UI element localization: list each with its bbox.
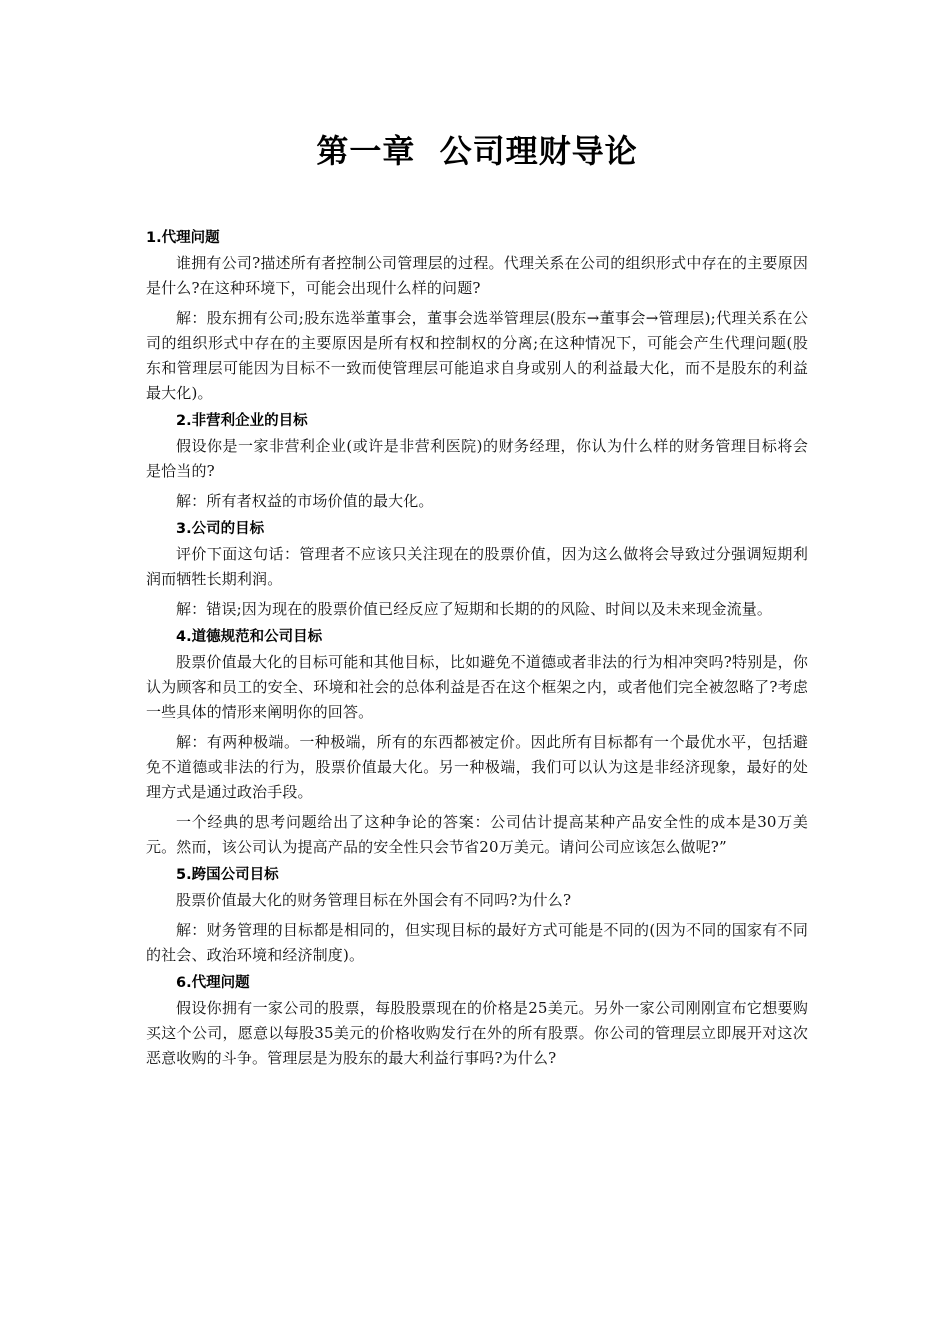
section-1: [146, 226, 808, 406]
section-heading: 5.跨国公司目标: [176, 867, 279, 883]
document-body: [146, 226, 808, 1071]
section-2: [146, 409, 808, 514]
question-paragraph: 评价下面这句话：管理者不应该只关注现在的股票价值，因为这么做将会导致过分强调短期利润而牺牲长期利润。: [146, 545, 808, 588]
section-heading: 6.代理问题: [176, 975, 250, 991]
section-6: [146, 971, 808, 1071]
section-5: [146, 863, 808, 968]
answer-paragraph: 解：所有者权益的市场价值的最大化。: [176, 492, 434, 510]
chapter-title: 第一章 公司理财导论: [316, 132, 638, 170]
question-paragraph: 谁拥有公司?描述所有者控制公司管理层的过程。代理关系在公司的组织形式中存在的主要原因是什么?在这种环境下，可能会出现什么样的问题?: [146, 254, 808, 297]
section-heading: 4.道德规范和公司目标: [176, 629, 323, 645]
answer-paragraph: 一个经典的思考问题给出了这种争论的答案：公司估计提高某种产品安全性的成本是30万美元。然而，该公司认为提高产品的安全性只会节省20万美元。请问公司应该怎么做呢?”: [146, 813, 808, 856]
section-3: [146, 517, 808, 622]
answer-paragraph: 解：股东拥有公司;股东选举董事会，董事会选举管理层(股东→董事会→管理层);代理关系在公司的组织形式中存在的主要原因是所有权和控制权的分离;在这种情况下，可能会产生代理问题(股东和管理层可能因为目标不一致而使管理层可能追求自身或别人的利益最大化，而不是股东的利益最大化)。: [146, 309, 808, 402]
document-page: [146, 0, 808, 1076]
section-heading: 3.公司的目标: [176, 521, 265, 537]
answer-paragraph: 解：错误;因为现在的股票价值已经反应了短期和长期的的风险、时间以及未来现金流量。: [176, 600, 773, 618]
section-heading: 1.代理问题: [146, 230, 220, 246]
answer-paragraph: 解：财务管理的目标都是相同的，但实现目标的最好方式可能是不同的(因为不同的国家有不同的社会、政治环境和经济制度)。: [146, 921, 808, 964]
section-heading: 2.非营利企业的目标: [176, 413, 308, 429]
question-paragraph: 股票价值最大化的财务管理目标在外国会有不同吗?为什么?: [176, 891, 572, 909]
question-paragraph: 假设你拥有一家公司的股票，每股股票现在的价格是25美元。另外一家公司刚刚宣布它想要购买这个公司，愿意以每股35美元的价格收购发行在外的所有股票。你公司的管理层立即展开对这次恶意收购的斗争。管理层是为股东的最大利益行事吗?为什么?: [146, 999, 808, 1067]
section-4: [146, 625, 808, 860]
question-paragraph: 假设你是一家非营利企业(或许是非营利医院)的财务经理，你认为什么样的财务管理目标将会是恰当的?: [146, 437, 808, 480]
question-paragraph: 股票价值最大化的目标可能和其他目标，比如避免不道德或者非法的行为相冲突吗?特别是，你认为顾客和员工的安全、环境和社会的总体利益是否在这个框架之内，或者他们完全被忽略了?考虑一些具体的情形来阐明你的回答。: [146, 653, 808, 721]
answer-paragraph: 解：有两种极端。一种极端，所有的东西都被定价。因此所有目标都有一个最优水平，包括避免不道德或非法的行为，股票价值最大化。另一种极端，我们可以认为这是非经济现象，最好的处理方式是通过政治手段。: [146, 733, 808, 801]
